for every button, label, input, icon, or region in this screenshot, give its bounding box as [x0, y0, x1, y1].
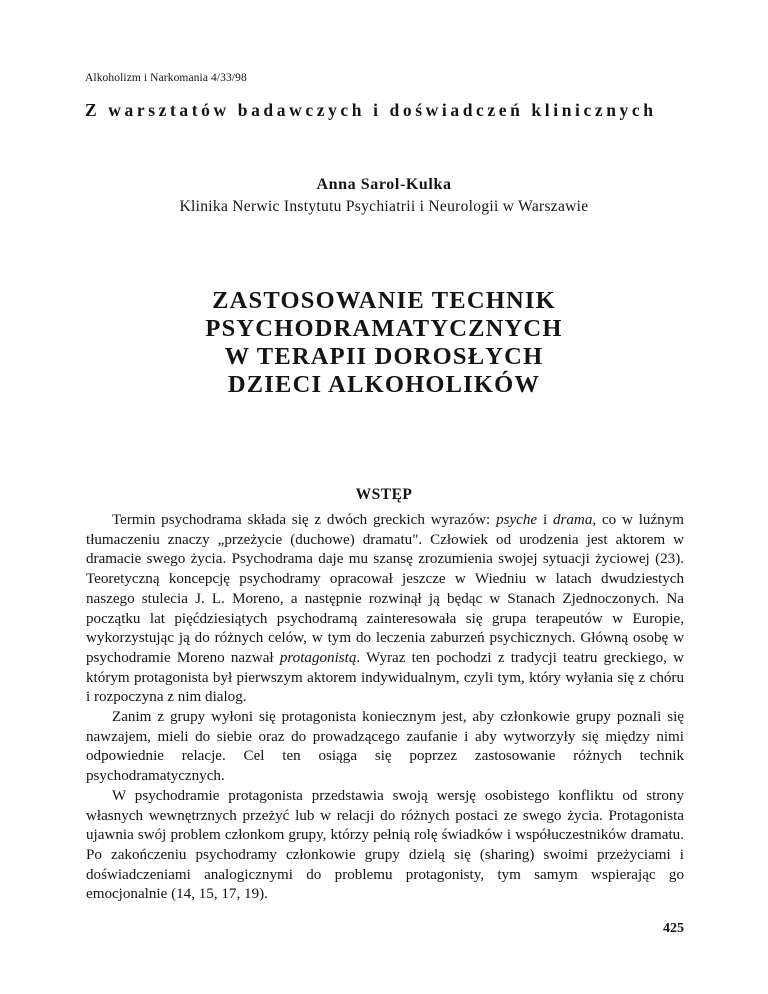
article-title-line: W TERAPII DOROSŁYCH: [224, 343, 544, 370]
text-run: i: [537, 512, 553, 528]
section-heading: WSTĘP: [355, 486, 413, 503]
article-title: [0, 287, 768, 399]
text-run: . Wyraz ten pochodzi z tradycji teatru greckiego, w którym protagonista był pierwszym aktorem indywidualnym, czyli tym, który wyłania się z chóru i rozpoczyna z nim dialog.: [86, 649, 684, 706]
page-number: 425: [663, 921, 684, 936]
term-psyche: psyche: [496, 512, 538, 528]
text-run: , co w luźnym tłumaczeniu znaczy „przeżycie (duchowe) dramatu". Człowiek od urodzenia jest aktorem w dramacie swego życia. Psychodrama daje mu szansę zrozumienia swojej sytuacji życiowej (23). Teoretyczną koncepcję psychodramy opracował jeszcze w Wiedniu w latach dwudziestych naszego stulecia J. L. Moreno, a następnie rozwinął ją będąc w Stanach Zjednoczonych. Na początku lat pięćdziesiątych psychodramą zainteresowała się grupa terapeutów w Europie, wykorzystując ją do różnych celów, w tym do leczenia zaburzeń psychicznych. Główną osobę w psychodramie Moreno nazwał: [86, 512, 684, 666]
paragraph: [86, 511, 684, 708]
paragraph: Zanim z grupy wyłoni się protagonista koniecznym jest, aby członkowie grupy poznali się nawzajem, mieli do siebie oraz do prowadzącego zaufanie i aby wytworzyły się między nimi odpowiednie relacje. Cel ten osiąga się poprzez zastosowanie różnych technik psychodramatycznych.: [86, 709, 684, 785]
journal-citation: Alkoholizm i Narkomania 4/33/98: [85, 72, 247, 84]
section-title: Z warsztatów badawczych i doświadczeń klinicznych: [85, 100, 657, 120]
body-text: [86, 511, 684, 905]
paragraph: W psychodramie protagonista przedstawia swoją wersję osobistego konfliktu od strony własnych wewnętrznych przeżyć lub w relacji do różnych postaci ze swego życia. Protagonista ujawnia swój problem członkom grupy, którzy pełnią rolę świadków i współuczestników dramatu. Po zakończeniu psychodramy członkowie grupy dzielą się (sharing) swoimi przeżyciami i doświadczeniami analogicznymi do problemu protagonisty, tym samym wspierając go emocjonalnie (14, 15, 17, 19).: [86, 787, 684, 903]
text-run: Termin psychodrama składa się z dwóch greckich wyrazów:: [112, 512, 497, 528]
article-title-line: DZIECI ALKOHOLIKÓW: [227, 371, 541, 398]
author-name: Anna Sarol-Kulka: [316, 176, 452, 193]
author-affiliation: Klinika Nerwic Instytutu Psychiatrii i Neurologii w Warszawie: [179, 198, 589, 215]
term-protagonist: protagonistą: [279, 649, 357, 666]
term-drama: drama: [552, 512, 593, 528]
article-title-line: ZASTOSOWANIE TECHNIK: [212, 287, 556, 314]
article-title-line: PSYCHODRAMATYCZNYCH: [205, 315, 563, 342]
